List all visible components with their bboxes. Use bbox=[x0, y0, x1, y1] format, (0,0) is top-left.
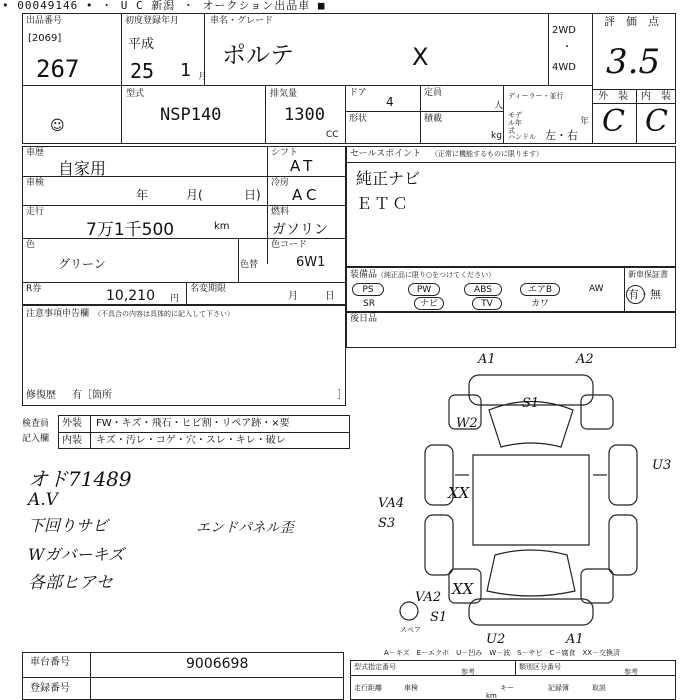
sales-points-label: セールスポイント bbox=[350, 149, 422, 159]
deadline-day: 日 bbox=[325, 291, 335, 302]
separator: ・ bbox=[195, 435, 206, 446]
shape-label: 形状 bbox=[349, 114, 368, 124]
inspection-year: 年 bbox=[136, 188, 149, 202]
rear-seat-box bbox=[346, 312, 676, 348]
repair-value: 有［箇所 bbox=[72, 390, 112, 401]
capacity-unit: 人 bbox=[494, 101, 504, 111]
interior-item: 穴 bbox=[185, 435, 196, 446]
damage-w2: W2 bbox=[456, 416, 478, 431]
handle-label: ハンドル bbox=[508, 133, 536, 141]
rating-int-label: 内 装 bbox=[641, 91, 671, 102]
inspector-label-1: 検査員 bbox=[22, 419, 50, 429]
damage-u3: U3 bbox=[652, 458, 672, 473]
fuel-label: 燃料 bbox=[271, 207, 290, 217]
mileage-label: 走行 bbox=[26, 207, 45, 217]
inspector-row1-label: 外装 bbox=[62, 418, 82, 429]
chassis-label: 車台番号 bbox=[30, 657, 70, 668]
damage-legend: A－キズ E－エクボ U－凹み W－波 S－サビ C－腐食 XX－交換済 bbox=[384, 649, 621, 657]
displacement-unit: CC bbox=[326, 130, 339, 140]
footer-col-3: キー bbox=[500, 684, 514, 692]
warranty-label: 新車保証書 bbox=[628, 270, 668, 279]
footer-col-1: 走行距離 bbox=[354, 684, 382, 692]
doors-label: ドア bbox=[349, 88, 367, 98]
shift-value: AT bbox=[290, 157, 317, 175]
lot-sub: [2069] bbox=[28, 33, 62, 44]
repair-label: 修復歴 bbox=[26, 390, 56, 401]
exterior-item: 飛石 bbox=[151, 418, 172, 429]
equipment-label: 装備品 bbox=[350, 270, 378, 280]
remarks-note: （不具合の内容は具体的に記入して下さい） bbox=[94, 310, 234, 318]
note-line-5: 各部ヒアセ bbox=[28, 573, 113, 593]
registration-month: 1 bbox=[180, 60, 191, 81]
inspector-label-2: 記入欄 bbox=[22, 434, 50, 444]
inspector-row1 bbox=[96, 418, 290, 430]
equip-aw: AW bbox=[589, 284, 604, 294]
damage-s1-bottom: S1 bbox=[430, 610, 448, 625]
registration-label: 初度登録年月 bbox=[125, 16, 180, 26]
color-change-label: 色替 bbox=[240, 260, 259, 270]
equip-tv: TV bbox=[472, 297, 502, 310]
equip-airbag: エアB bbox=[520, 283, 560, 296]
inspector-row2-label: 内装 bbox=[62, 435, 82, 446]
rating-ext-label: 外 装 bbox=[598, 91, 628, 102]
warranty-circle bbox=[626, 285, 645, 304]
recycle-label: R券 bbox=[26, 284, 42, 294]
separator: ・ bbox=[111, 418, 122, 429]
exterior-item: ×要 bbox=[271, 418, 290, 429]
doors-value: 4 bbox=[386, 95, 394, 109]
inspection-month: 月( bbox=[186, 188, 203, 202]
shift-label: シフト bbox=[271, 148, 299, 158]
remarks-label: 注意事項申告欄 bbox=[26, 309, 90, 319]
load-unit: kg bbox=[491, 131, 502, 141]
ac-label: 冷房 bbox=[271, 178, 290, 188]
damage-xx-2: XX bbox=[452, 580, 474, 598]
separator: ・ bbox=[261, 418, 272, 429]
color-code-label: 色コード bbox=[271, 240, 308, 250]
fuel-value: ガソリン bbox=[272, 222, 328, 238]
footer-ref-1: 参考 bbox=[461, 668, 475, 676]
inspection-label: 車検 bbox=[26, 178, 45, 188]
footer-col-4: 記録簿 bbox=[548, 684, 569, 692]
lot-number: 267 bbox=[36, 55, 80, 83]
color-label: 色 bbox=[26, 240, 36, 250]
drive-dot: ・ bbox=[562, 42, 572, 53]
equip-pw: PW bbox=[408, 283, 440, 296]
footer-class-code: 類別区分番号 bbox=[519, 663, 561, 671]
exterior-item: リペア跡 bbox=[221, 418, 262, 429]
interior-item: 汚レ bbox=[125, 435, 146, 446]
footer-col-2: 車検 bbox=[404, 684, 418, 692]
spare-label: スペア bbox=[400, 626, 421, 634]
damage-a2: A2 bbox=[576, 352, 594, 367]
sales-point-1: 純正ナビ bbox=[356, 169, 421, 188]
exterior-item: ヒビ割 bbox=[181, 418, 212, 429]
footer-col-5: 取説 bbox=[592, 684, 606, 692]
damage-va2: VA2 bbox=[415, 590, 442, 605]
inspector-row2 bbox=[96, 435, 286, 447]
rear-seat-label: 後日品 bbox=[350, 314, 378, 324]
color-code: 6W1 bbox=[296, 255, 326, 270]
usage-value: 自家用 bbox=[58, 159, 107, 178]
dealer-label: ディーラー・並行 bbox=[508, 92, 564, 100]
separator: ・ bbox=[225, 435, 236, 446]
repair-close: ］ bbox=[337, 390, 347, 401]
ac-value: AC bbox=[292, 186, 321, 204]
registration-month-unit: 月 bbox=[198, 72, 208, 82]
note-line-1: オド71489 bbox=[28, 467, 132, 491]
separator: ・ bbox=[115, 435, 126, 446]
interior-item: 破レ bbox=[265, 435, 286, 446]
equip-abs: ABS bbox=[464, 283, 502, 296]
equip-navi: ナビ bbox=[414, 297, 444, 310]
sales-point-2: ＥＴＣ bbox=[356, 194, 411, 213]
separator: ・ bbox=[141, 418, 152, 429]
car-name: ポルテ bbox=[222, 41, 294, 69]
rating-ext: C bbox=[602, 104, 625, 139]
equipment-note: （純正品に限り○をつけてください） bbox=[377, 271, 496, 279]
damage-xx-1: XX bbox=[448, 484, 470, 502]
note-line-4: Wガバーキズ bbox=[28, 545, 125, 564]
displacement-label: 排気量 bbox=[270, 89, 298, 99]
damage-a1-rear: A1 bbox=[566, 632, 584, 647]
recycle-unit: 円 bbox=[170, 294, 180, 304]
deadline-label: 名変期限 bbox=[190, 284, 227, 294]
capacity-label: 定員 bbox=[424, 88, 443, 98]
model-label: 型式 bbox=[126, 89, 145, 99]
damage-u2: U2 bbox=[486, 632, 506, 647]
model-year-label: モデル年式 bbox=[508, 111, 522, 135]
rating-score: 3.5 bbox=[606, 42, 661, 82]
note-line-2: A.V bbox=[28, 490, 58, 510]
footer-unit: km bbox=[486, 692, 497, 700]
model-year-unit: 年 bbox=[580, 117, 590, 127]
lot-label: 出品番号 bbox=[26, 16, 63, 26]
equip-leather: カワ bbox=[531, 299, 550, 309]
registration-no-label: 登録番号 bbox=[30, 683, 70, 694]
separator: ・ bbox=[211, 418, 222, 429]
interior-item: コゲ bbox=[155, 435, 176, 446]
remarks-box bbox=[22, 305, 346, 406]
damage-va4: VA4 bbox=[378, 496, 405, 511]
recycle-value: 10,210 bbox=[106, 288, 155, 304]
model-value: NSP140 bbox=[160, 105, 222, 125]
rating-int: C bbox=[645, 104, 668, 139]
usage-label: 車歴 bbox=[26, 148, 45, 158]
chassis-value: 9006698 bbox=[186, 656, 249, 672]
separator: ・ bbox=[145, 435, 156, 446]
mileage-unit: km bbox=[214, 221, 230, 232]
damage-s1-top: S1 bbox=[522, 396, 540, 411]
drive-2wd: 2WD bbox=[552, 25, 576, 36]
interior-item: スレ bbox=[205, 435, 226, 446]
displacement-value: 1300 bbox=[284, 105, 325, 125]
separator: ・ bbox=[255, 435, 266, 446]
damage-s3: S3 bbox=[378, 516, 396, 531]
car-grade: X bbox=[412, 43, 429, 71]
load-label: 積載 bbox=[424, 114, 443, 124]
interior-item: キズ bbox=[96, 435, 116, 446]
separator: ・ bbox=[171, 418, 182, 429]
header-strip: • 00049146 • ・ U C 新潟 ・ オークション出品車 ■ bbox=[2, 0, 326, 12]
sales-points-note: （正常に機能するものに限ります） bbox=[431, 150, 543, 158]
model-mark: ☺ bbox=[50, 118, 65, 134]
chassis-box bbox=[22, 652, 344, 700]
warranty-value: 有・無 bbox=[628, 288, 661, 301]
registration-year: 25 bbox=[130, 59, 155, 83]
footer-ref-2: 参考 bbox=[624, 668, 638, 676]
note-right: エンドパネル歪 bbox=[196, 520, 294, 536]
rating-label: 評 価 点 bbox=[604, 15, 659, 28]
exterior-item: FW bbox=[96, 418, 112, 429]
handle-value: 左・右 bbox=[545, 129, 578, 142]
equip-sr: SR bbox=[363, 299, 375, 309]
color-value: グリーン bbox=[58, 257, 106, 271]
exterior-item: キズ bbox=[121, 418, 142, 429]
deadline-month: 月 bbox=[288, 291, 298, 302]
interior-item: キレ bbox=[235, 435, 256, 446]
inspection-day: 日) bbox=[244, 188, 261, 202]
footer-model-code: 型式指定番号 bbox=[354, 663, 396, 671]
equip-ps: PS bbox=[352, 283, 384, 296]
note-line-3: 下回りサビ bbox=[28, 516, 109, 535]
registration-era: 平成 bbox=[128, 37, 155, 52]
mileage-value: 7万1千500 bbox=[86, 220, 175, 240]
footer-grid bbox=[350, 660, 676, 700]
separator: ・ bbox=[175, 435, 186, 446]
damage-a1-front: A1 bbox=[478, 352, 496, 367]
drive-4wd: 4WD bbox=[552, 62, 576, 73]
car-label: 車名・グレード bbox=[210, 16, 274, 26]
